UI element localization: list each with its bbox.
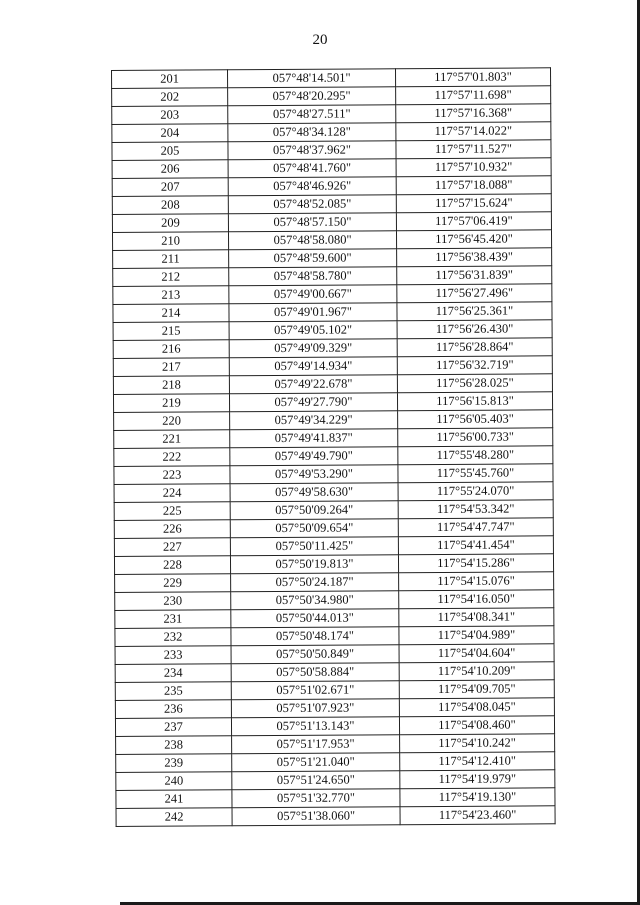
table-row bbox=[114, 518, 553, 539]
longitude-cell: 117°54'19.130" bbox=[400, 788, 555, 807]
longitude-cell: 117°56'27.496" bbox=[397, 284, 552, 303]
latitude-cell: 057°50'09.264" bbox=[230, 501, 398, 520]
point-number-cell: 233 bbox=[115, 646, 231, 665]
longitude-cell: 117°54'19.979" bbox=[400, 770, 555, 789]
latitude-cell: 057°49'27.790" bbox=[229, 393, 397, 412]
table-row bbox=[112, 194, 551, 215]
longitude-cell: 117°54'08.341" bbox=[399, 608, 554, 627]
point-number-cell: 221 bbox=[114, 430, 230, 449]
longitude-cell: 117°54'08.045" bbox=[399, 698, 554, 717]
table-row bbox=[114, 536, 553, 557]
table-row bbox=[114, 464, 553, 485]
latitude-cell: 057°51'24.650" bbox=[232, 771, 400, 790]
coordinates-table-wrap bbox=[111, 67, 554, 827]
latitude-cell: 057°49'09.329" bbox=[229, 339, 397, 358]
longitude-cell: 117°57'18.088" bbox=[396, 176, 551, 195]
table-row bbox=[115, 608, 554, 629]
latitude-cell: 057°49'49.790" bbox=[230, 447, 398, 466]
longitude-cell: 117°56'26.430" bbox=[397, 320, 552, 339]
latitude-cell: 057°50'19.813" bbox=[230, 555, 398, 574]
latitude-cell: 057°51'13.143" bbox=[231, 717, 399, 736]
longitude-cell: 117°54'10.209" bbox=[399, 662, 554, 681]
latitude-cell: 057°48'58.780" bbox=[229, 267, 397, 286]
table-row bbox=[116, 788, 555, 809]
point-number-cell: 225 bbox=[114, 502, 230, 521]
table-row bbox=[112, 212, 551, 233]
point-number-cell: 211 bbox=[113, 250, 229, 269]
latitude-cell: 057°50'48.174" bbox=[231, 627, 399, 646]
table-row bbox=[114, 446, 553, 467]
latitude-cell: 057°49'01.967" bbox=[229, 303, 397, 322]
point-number-cell: 232 bbox=[115, 628, 231, 647]
point-number-cell: 213 bbox=[113, 286, 229, 305]
latitude-cell: 057°51'17.953" bbox=[232, 735, 400, 754]
point-number-cell: 237 bbox=[115, 718, 231, 737]
coordinates-table bbox=[111, 67, 556, 827]
point-number-cell: 209 bbox=[112, 214, 228, 233]
point-number-cell: 208 bbox=[112, 196, 228, 215]
latitude-cell: 057°50'11.425" bbox=[230, 537, 398, 556]
longitude-cell: 117°55'24.070" bbox=[398, 482, 553, 501]
point-number-cell: 239 bbox=[116, 754, 232, 773]
table-row bbox=[116, 806, 555, 827]
longitude-cell: 117°57'06.419" bbox=[396, 212, 551, 231]
point-number-cell: 226 bbox=[114, 520, 230, 539]
table-row bbox=[115, 626, 554, 647]
table-row bbox=[115, 572, 554, 593]
point-number-cell: 242 bbox=[116, 808, 232, 827]
latitude-cell: 057°50'09.654" bbox=[230, 519, 398, 538]
longitude-cell: 117°56'25.361" bbox=[397, 302, 552, 321]
longitude-cell: 117°57'14.022" bbox=[396, 122, 551, 141]
longitude-cell: 117°56'00.733" bbox=[398, 428, 553, 447]
point-number-cell: 227 bbox=[114, 538, 230, 557]
latitude-cell: 057°48'57.150" bbox=[228, 213, 396, 232]
latitude-cell: 057°51'21.040" bbox=[232, 753, 400, 772]
longitude-cell: 117°54'04.989" bbox=[399, 626, 554, 645]
longitude-cell: 117°56'28.025" bbox=[397, 374, 552, 393]
latitude-cell: 057°49'34.229" bbox=[230, 411, 398, 430]
point-number-cell: 235 bbox=[115, 682, 231, 701]
longitude-cell: 117°57'10.932" bbox=[396, 158, 551, 177]
table-row bbox=[114, 554, 553, 575]
table-row bbox=[114, 428, 553, 449]
point-number-cell: 230 bbox=[115, 592, 231, 611]
latitude-cell: 057°51'38.060" bbox=[232, 807, 400, 826]
latitude-cell: 057°48'37.962" bbox=[228, 141, 396, 160]
table-row bbox=[113, 356, 552, 377]
table-row bbox=[115, 716, 554, 737]
table-row bbox=[113, 266, 552, 287]
longitude-cell: 117°55'48.280" bbox=[398, 446, 553, 465]
point-number-cell: 210 bbox=[112, 232, 228, 251]
point-number-cell: 202 bbox=[112, 88, 228, 107]
latitude-cell: 057°48'14.501" bbox=[228, 69, 396, 88]
point-number-cell: 240 bbox=[116, 772, 232, 791]
point-number-cell: 217 bbox=[113, 358, 229, 377]
point-number-cell: 207 bbox=[112, 178, 228, 197]
table-row bbox=[113, 320, 552, 341]
coordinates-table-body bbox=[112, 68, 556, 827]
longitude-cell: 117°57'16.368" bbox=[396, 104, 551, 123]
table-row bbox=[113, 284, 552, 305]
latitude-cell: 057°50'50.849" bbox=[231, 645, 399, 664]
latitude-cell: 057°49'14.934" bbox=[229, 357, 397, 376]
latitude-cell: 057°48'59.600" bbox=[229, 249, 397, 268]
latitude-cell: 057°48'46.926" bbox=[228, 177, 396, 196]
longitude-cell: 117°54'47.747" bbox=[398, 518, 553, 537]
page-number: 20 bbox=[312, 32, 328, 48]
longitude-cell: 117°56'31.839" bbox=[397, 266, 552, 285]
latitude-cell: 057°48'34.128" bbox=[228, 123, 396, 142]
point-number-cell: 219 bbox=[113, 394, 229, 413]
latitude-cell: 057°50'34.980" bbox=[231, 591, 399, 610]
latitude-cell: 057°49'05.102" bbox=[229, 321, 397, 340]
table-row bbox=[114, 410, 553, 431]
longitude-cell: 117°54'15.286" bbox=[398, 554, 553, 573]
point-number-cell: 234 bbox=[115, 664, 231, 683]
latitude-cell: 057°49'22.678" bbox=[229, 375, 397, 394]
point-number-cell: 203 bbox=[112, 106, 228, 125]
longitude-cell: 117°57'11.698" bbox=[396, 86, 551, 105]
table-row bbox=[113, 248, 552, 269]
table-row bbox=[113, 374, 552, 395]
longitude-cell: 117°56'38.439" bbox=[397, 248, 552, 267]
latitude-cell: 057°50'58.884" bbox=[231, 663, 399, 682]
longitude-cell: 117°54'09.705" bbox=[399, 680, 554, 699]
longitude-cell: 117°54'15.076" bbox=[399, 572, 554, 591]
table-row bbox=[112, 230, 551, 251]
longitude-cell: 117°54'53.342" bbox=[398, 500, 553, 519]
table-row bbox=[112, 176, 551, 197]
point-number-cell: 201 bbox=[112, 70, 228, 89]
latitude-cell: 057°48'52.085" bbox=[228, 195, 396, 214]
table-row bbox=[112, 104, 551, 125]
latitude-cell: 057°49'58.630" bbox=[230, 483, 398, 502]
latitude-cell: 057°51'32.770" bbox=[232, 789, 400, 808]
point-number-cell: 229 bbox=[115, 574, 231, 593]
longitude-cell: 117°54'16.050" bbox=[399, 590, 554, 609]
table-row bbox=[116, 752, 555, 773]
table-row bbox=[115, 680, 554, 701]
point-number-cell: 214 bbox=[113, 304, 229, 323]
point-number-cell: 241 bbox=[116, 790, 232, 809]
latitude-cell: 057°48'58.080" bbox=[228, 231, 396, 250]
point-number-cell: 218 bbox=[113, 376, 229, 395]
longitude-cell: 117°54'08.460" bbox=[399, 716, 554, 735]
table-row bbox=[115, 644, 554, 665]
longitude-cell: 117°54'04.604" bbox=[399, 644, 554, 663]
point-number-cell: 205 bbox=[112, 142, 228, 161]
table-row bbox=[112, 122, 551, 143]
latitude-cell: 057°48'20.295" bbox=[228, 87, 396, 106]
longitude-cell: 117°54'12.410" bbox=[400, 752, 555, 771]
point-number-cell: 220 bbox=[114, 412, 230, 431]
latitude-cell: 057°51'02.671" bbox=[231, 681, 399, 700]
point-number-cell: 216 bbox=[113, 340, 229, 359]
table-row bbox=[114, 482, 553, 503]
table-row bbox=[116, 734, 555, 755]
latitude-cell: 057°49'00.667" bbox=[229, 285, 397, 304]
point-number-cell: 223 bbox=[114, 466, 230, 485]
table-row bbox=[112, 158, 551, 179]
table-row bbox=[114, 500, 553, 521]
longitude-cell: 117°54'41.454" bbox=[398, 536, 553, 555]
longitude-cell: 117°54'10.242" bbox=[400, 734, 555, 753]
table-row bbox=[112, 86, 551, 107]
latitude-cell: 057°48'27.511" bbox=[228, 105, 396, 124]
table-row bbox=[113, 392, 552, 413]
longitude-cell: 117°57'11.527" bbox=[396, 140, 551, 159]
longitude-cell: 117°57'15.624" bbox=[396, 194, 551, 213]
longitude-cell: 117°56'28.864" bbox=[397, 338, 552, 357]
point-number-cell: 204 bbox=[112, 124, 228, 143]
point-number-cell: 236 bbox=[115, 700, 231, 719]
point-number-cell: 228 bbox=[114, 556, 230, 575]
longitude-cell: 117°54'23.460" bbox=[400, 806, 555, 825]
longitude-cell: 117°56'15.813" bbox=[397, 392, 552, 411]
point-number-cell: 224 bbox=[114, 484, 230, 503]
table-row bbox=[113, 302, 552, 323]
latitude-cell: 057°50'24.187" bbox=[231, 573, 399, 592]
point-number-cell: 222 bbox=[114, 448, 230, 467]
table-row bbox=[113, 338, 552, 359]
table-row bbox=[115, 590, 554, 611]
longitude-cell: 117°57'01.803" bbox=[395, 68, 550, 87]
table-row bbox=[112, 140, 551, 161]
table-row bbox=[115, 662, 554, 683]
table-row bbox=[116, 770, 555, 791]
latitude-cell: 057°50'44.013" bbox=[231, 609, 399, 628]
longitude-cell: 117°56'05.403" bbox=[398, 410, 553, 429]
point-number-cell: 238 bbox=[116, 736, 232, 755]
point-number-cell: 212 bbox=[113, 268, 229, 287]
table-row bbox=[115, 698, 554, 719]
longitude-cell: 117°56'45.420" bbox=[396, 230, 551, 249]
latitude-cell: 057°49'41.837" bbox=[230, 429, 398, 448]
longitude-cell: 117°56'32.719" bbox=[397, 356, 552, 375]
latitude-cell: 057°48'41.760" bbox=[228, 159, 396, 178]
table-row bbox=[112, 68, 551, 89]
point-number-cell: 206 bbox=[112, 160, 228, 179]
point-number-cell: 215 bbox=[113, 322, 229, 341]
longitude-cell: 117°55'45.760" bbox=[398, 464, 553, 483]
point-number-cell: 231 bbox=[115, 610, 231, 629]
latitude-cell: 057°51'07.923" bbox=[231, 699, 399, 718]
latitude-cell: 057°49'53.290" bbox=[230, 465, 398, 484]
